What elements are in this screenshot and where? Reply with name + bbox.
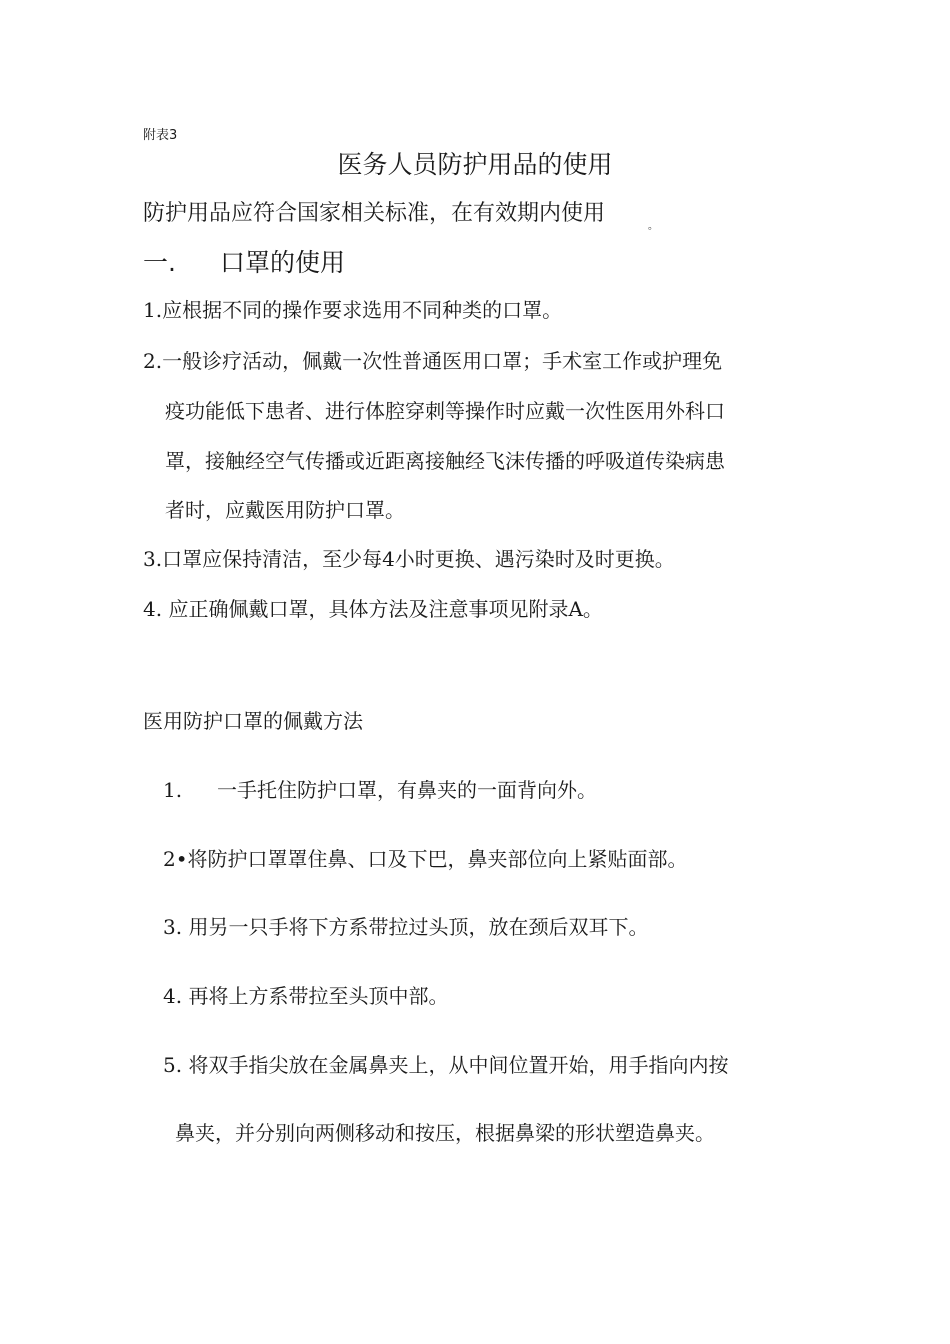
- intro-paragraph: 防护用品应符合国家相关标准，在有效期内使用: [143, 201, 606, 226]
- page-title: 医务人员防护用品的使用: [337, 150, 613, 179]
- rule-3: 3.口罩应保持清洁，至少每4小时更换、遇污染时及时更换。: [143, 547, 675, 571]
- rule-2-line-2: 疫功能低下患者、进行体腔穿刺等操作时应戴一次性医用外科口: [165, 399, 725, 423]
- rule-1: 1.应根据不同的操作要求选用不同种类的口罩。: [143, 298, 563, 322]
- appendix-label: 附表3: [143, 128, 178, 143]
- intro-period: 。: [648, 221, 658, 232]
- section-number: 一.: [143, 248, 176, 277]
- step-5-line-2: 鼻夹，并分别向两侧移动和按压，根据鼻梁的形状塑造鼻夹。: [175, 1121, 715, 1145]
- rule-2-line-1: 2.一般诊疗活动，佩戴一次性普通医用口罩；手术室工作或护理免: [143, 349, 723, 373]
- rule-2-line-4: 者时，应戴医用防护口罩。: [165, 498, 405, 522]
- section-heading: 口罩的使用: [220, 248, 346, 277]
- step-1-text: 一手托住防护口罩，有鼻夹的一面背向外。: [217, 778, 597, 802]
- step-1-number: 1.: [163, 778, 183, 802]
- step-4: 4. 再将上方系带拉至头顶中部。: [163, 984, 449, 1008]
- step-2: 2•将防护口罩罩住鼻、口及下巴，鼻夹部位向上紧贴面部。: [163, 847, 688, 871]
- step-3: 3. 用另一只手将下方系带拉过头顶，放在颈后双耳下。: [163, 915, 649, 939]
- method-heading: 医用防护口罩的佩戴方法: [143, 709, 363, 733]
- rule-2-line-3: 罩，接触经空气传播或近距离接触经飞沫传播的呼吸道传染病患: [165, 449, 725, 473]
- step-5-line-1: 5. 将双手指尖放在金属鼻夹上，从中间位置开始，用手指向内按: [163, 1053, 729, 1077]
- rule-4: 4. 应正确佩戴口罩，具体方法及注意事项见附录A。: [143, 597, 603, 621]
